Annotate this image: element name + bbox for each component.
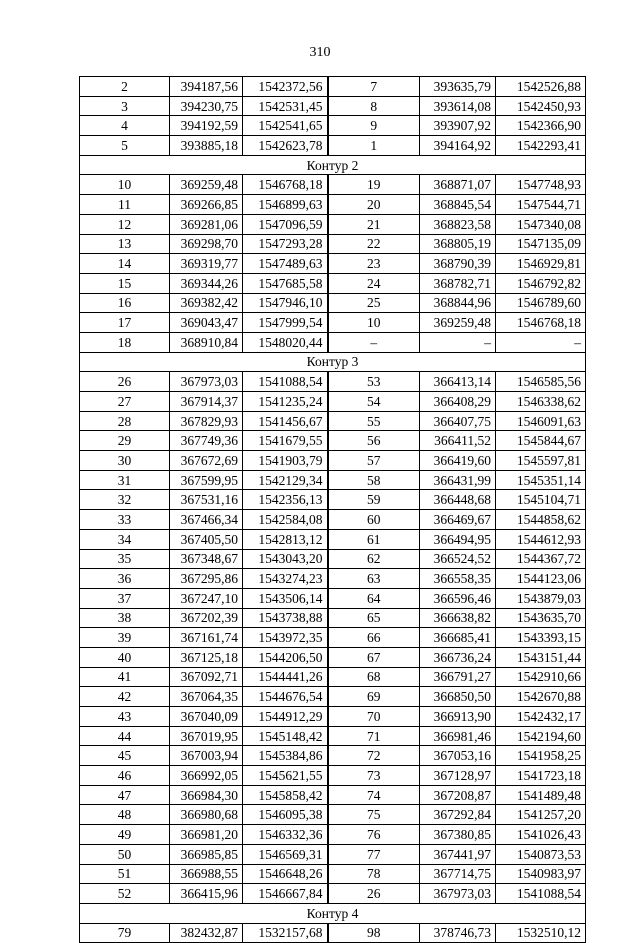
point-number-cell: 60 <box>328 510 420 530</box>
coordinate-cell: 367531,16 <box>170 490 243 510</box>
coordinate-cell: 367125,18 <box>170 647 243 667</box>
coordinate-cell: 1542432,17 <box>496 707 586 727</box>
coordinate-cell: 1542450,93 <box>496 96 586 116</box>
section-header-row <box>80 352 586 372</box>
section-title: Контур 4 <box>80 903 586 923</box>
point-number-cell: 29 <box>80 431 170 451</box>
coordinate-cell: 366469,67 <box>420 510 496 530</box>
coordinate-cell: 369259,48 <box>420 313 496 333</box>
coordinate-cell: 1546091,63 <box>496 411 586 431</box>
coordinate-cell: 1543738,88 <box>243 608 328 628</box>
coordinate-cell: 1541026,43 <box>496 825 586 845</box>
point-number-cell: 98 <box>328 923 420 943</box>
coordinate-cell: 1542366,90 <box>496 116 586 136</box>
point-number-cell: 2 <box>80 77 170 97</box>
point-number-cell: 23 <box>328 254 420 274</box>
coordinate-cell: 1543274,23 <box>243 569 328 589</box>
coordinate-cell: 367040,09 <box>170 707 243 727</box>
point-number-cell: 55 <box>328 411 420 431</box>
coordinate-cell: 394192,59 <box>170 116 243 136</box>
coordinate-cell: 1545597,81 <box>496 451 586 471</box>
coordinate-cell: 1545148,42 <box>243 726 328 746</box>
point-number-cell: 65 <box>328 608 420 628</box>
coordinate-cell: 367292,84 <box>420 805 496 825</box>
table-row <box>80 687 586 707</box>
point-number-cell: 21 <box>328 214 420 234</box>
page-number: 310 <box>309 45 331 60</box>
coordinate-cell: 367672,69 <box>170 451 243 471</box>
coordinate-cell: 1544441,26 <box>243 667 328 687</box>
point-number-cell: 10 <box>80 175 170 195</box>
coordinate-cell: 366985,85 <box>170 844 243 864</box>
point-number-cell: 14 <box>80 254 170 274</box>
coordinate-cell: 367202,39 <box>170 608 243 628</box>
coordinate-cell: 1547293,28 <box>243 234 328 254</box>
coordinate-cell: 366494,95 <box>420 529 496 549</box>
point-number-cell: 33 <box>80 510 170 530</box>
coordinate-cell: 1540983,97 <box>496 864 586 884</box>
table-row <box>80 273 586 293</box>
point-number-cell: 3 <box>80 96 170 116</box>
table-row <box>80 392 586 412</box>
point-number-cell: 67 <box>328 647 420 667</box>
coordinate-cell: 369043,47 <box>170 313 243 333</box>
table-row <box>80 372 586 392</box>
point-number-cell: 22 <box>328 234 420 254</box>
coordinate-cell: 1542372,56 <box>243 77 328 97</box>
coordinate-cell: 366736,24 <box>420 647 496 667</box>
coordinate-cell: 1542293,41 <box>496 136 586 156</box>
point-number-cell: 59 <box>328 490 420 510</box>
table-row <box>80 707 586 727</box>
coordinate-cell: 378746,73 <box>420 923 496 943</box>
coordinate-cell: 1541088,54 <box>243 372 328 392</box>
table-row <box>80 805 586 825</box>
coordinate-cell: 1542194,60 <box>496 726 586 746</box>
coordinate-cell: 1544612,93 <box>496 529 586 549</box>
section-title: Контур 3 <box>80 352 586 372</box>
coordinate-cell: 1546095,38 <box>243 805 328 825</box>
point-number-cell: 70 <box>328 707 420 727</box>
point-number-cell: 19 <box>328 175 420 195</box>
coordinate-cell: 1542910,66 <box>496 667 586 687</box>
coordinate-cell: 1541489,48 <box>496 785 586 805</box>
point-number-cell: 40 <box>80 647 170 667</box>
coordinate-cell: 367128,97 <box>420 766 496 786</box>
point-number-cell: 71 <box>328 726 420 746</box>
coordinate-cell: 366448,68 <box>420 490 496 510</box>
coordinate-cell: 366413,14 <box>420 372 496 392</box>
coordinate-cell: 367829,93 <box>170 411 243 431</box>
point-number-cell: 18 <box>80 332 170 352</box>
point-number-cell: 77 <box>328 844 420 864</box>
table-row <box>80 451 586 471</box>
point-number-cell: 44 <box>80 726 170 746</box>
table-row <box>80 136 586 156</box>
coordinate-cell: 367714,75 <box>420 864 496 884</box>
coordinate-cell: 369319,77 <box>170 254 243 274</box>
coordinate-cell: 366685,41 <box>420 628 496 648</box>
coordinate-cell: 1545621,55 <box>243 766 328 786</box>
coordinate-cell: 1547685,58 <box>243 273 328 293</box>
table-row <box>80 470 586 490</box>
coordinate-cell: 1544858,62 <box>496 510 586 530</box>
point-number-cell: 54 <box>328 392 420 412</box>
coordinate-cell: 369298,70 <box>170 234 243 254</box>
point-number-cell: 1 <box>328 136 420 156</box>
point-number-cell: 35 <box>80 549 170 569</box>
coordinate-cell: 1543393,15 <box>496 628 586 648</box>
coordinate-cell: 1547135,09 <box>496 234 586 254</box>
coordinate-cell: 368823,58 <box>420 214 496 234</box>
coordinate-cell: 1548020,44 <box>243 332 328 352</box>
point-number-cell: 75 <box>328 805 420 825</box>
coordinate-cell: 1545844,67 <box>496 431 586 451</box>
coordinate-cell: 1542813,12 <box>243 529 328 549</box>
point-number-cell: 50 <box>80 844 170 864</box>
coordinate-cell: 1532157,68 <box>243 923 328 943</box>
coordinate-cell: 368844,96 <box>420 293 496 313</box>
coordinate-cell: 369382,42 <box>170 293 243 313</box>
coordinate-cell: 1544367,72 <box>496 549 586 569</box>
table-row <box>80 667 586 687</box>
coordinate-cell: 1543879,03 <box>496 588 586 608</box>
coordinate-cell: 1543506,14 <box>243 588 328 608</box>
point-number-cell: 39 <box>80 628 170 648</box>
table-row <box>80 411 586 431</box>
point-number-cell: 26 <box>80 372 170 392</box>
table-row <box>80 923 586 943</box>
point-number-cell: 30 <box>80 451 170 471</box>
point-number-cell: 26 <box>328 884 420 904</box>
table-row <box>80 726 586 746</box>
coordinate-cell: 366984,30 <box>170 785 243 805</box>
coordinate-cell: 1541088,54 <box>496 884 586 904</box>
coordinate-cell: 1544123,06 <box>496 569 586 589</box>
table-row <box>80 214 586 234</box>
table-row <box>80 647 586 667</box>
table-row <box>80 490 586 510</box>
coordinate-cell: 369266,85 <box>170 195 243 215</box>
table-row <box>80 549 586 569</box>
coordinate-cell: 1541958,25 <box>496 746 586 766</box>
point-number-cell: 51 <box>80 864 170 884</box>
point-number-cell: 64 <box>328 588 420 608</box>
table-row <box>80 825 586 845</box>
coordinate-cell: 366850,50 <box>420 687 496 707</box>
coordinate-cell: 1542584,08 <box>243 510 328 530</box>
coordinate-cell: 368845,54 <box>420 195 496 215</box>
coordinate-cell: 1545384,86 <box>243 746 328 766</box>
coordinate-cell: 1541456,67 <box>243 411 328 431</box>
table-row <box>80 313 586 333</box>
table-row <box>80 254 586 274</box>
point-number-cell: 20 <box>328 195 420 215</box>
coordinate-cell: 366638,82 <box>420 608 496 628</box>
section-header-row <box>80 155 586 175</box>
coordinate-cell: 393614,08 <box>420 96 496 116</box>
coordinate-cell: 366419,60 <box>420 451 496 471</box>
table-row <box>80 766 586 786</box>
point-number-cell: 45 <box>80 746 170 766</box>
coordinate-cell: 367441,97 <box>420 844 496 864</box>
coordinate-cell: 366558,35 <box>420 569 496 589</box>
table-row <box>80 510 586 530</box>
coordinate-cell: 394187,56 <box>170 77 243 97</box>
point-number-cell: 5 <box>80 136 170 156</box>
point-number-cell: 78 <box>328 864 420 884</box>
coordinate-cell: 1547544,71 <box>496 195 586 215</box>
coordinate-cell: 1546667,84 <box>243 884 328 904</box>
coordinate-cell: 1546648,26 <box>243 864 328 884</box>
coordinate-cell: 393907,92 <box>420 116 496 136</box>
point-number-cell: 73 <box>328 766 420 786</box>
coordinate-cell: 367092,71 <box>170 667 243 687</box>
coordinate-cell: 1542526,88 <box>496 77 586 97</box>
table-row <box>80 431 586 451</box>
table-row <box>80 96 586 116</box>
coordinate-cell: 1544676,54 <box>243 687 328 707</box>
point-number-cell: 41 <box>80 667 170 687</box>
coordinate-cell: 367405,50 <box>170 529 243 549</box>
coordinate-cell: 1545351,14 <box>496 470 586 490</box>
coordinate-cell: 1532510,12 <box>496 923 586 943</box>
coordinates-table <box>79 76 586 943</box>
point-number-cell: 46 <box>80 766 170 786</box>
coordinate-cell: 366992,05 <box>170 766 243 786</box>
coordinate-cell: 1547999,54 <box>243 313 328 333</box>
coordinate-cell: 1541903,79 <box>243 451 328 471</box>
coordinate-cell: 1546792,82 <box>496 273 586 293</box>
coordinate-cell: 366980,68 <box>170 805 243 825</box>
point-number-cell: 79 <box>80 923 170 943</box>
coordinate-cell: 1541257,20 <box>496 805 586 825</box>
coordinate-cell: 369281,06 <box>170 214 243 234</box>
coordinate-cell: 1545858,42 <box>243 785 328 805</box>
coordinate-cell: 368805,19 <box>420 234 496 254</box>
point-number-cell: 68 <box>328 667 420 687</box>
point-number-cell: 61 <box>328 529 420 549</box>
coordinate-cell: – <box>496 332 586 352</box>
table-row <box>80 746 586 766</box>
table-row <box>80 884 586 904</box>
point-number-cell: 32 <box>80 490 170 510</box>
coordinate-cell: 366411,52 <box>420 431 496 451</box>
coordinate-cell: 1540873,53 <box>496 844 586 864</box>
coordinate-cell: 367599,95 <box>170 470 243 490</box>
coordinate-cell: 1544206,50 <box>243 647 328 667</box>
coordinate-cell: 393635,79 <box>420 77 496 97</box>
coordinate-cell: 1546338,62 <box>496 392 586 412</box>
coordinate-cell: 394164,92 <box>420 136 496 156</box>
table-row <box>80 844 586 864</box>
point-number-cell: 4 <box>80 116 170 136</box>
coordinate-cell: 366981,20 <box>170 825 243 845</box>
point-number-cell: 34 <box>80 529 170 549</box>
point-number-cell: 62 <box>328 549 420 569</box>
table-row <box>80 569 586 589</box>
point-number-cell: 52 <box>80 884 170 904</box>
coordinate-cell: 367019,95 <box>170 726 243 746</box>
coordinate-cell: 368910,84 <box>170 332 243 352</box>
table-row <box>80 864 586 884</box>
table-row <box>80 175 586 195</box>
coordinate-cell: 1542356,13 <box>243 490 328 510</box>
point-number-cell: 74 <box>328 785 420 805</box>
point-number-cell: 63 <box>328 569 420 589</box>
point-number-cell: 58 <box>328 470 420 490</box>
coordinate-cell: 366524,52 <box>420 549 496 569</box>
point-number-cell: 13 <box>80 234 170 254</box>
coordinate-cell: 1543635,70 <box>496 608 586 628</box>
point-number-cell: 76 <box>328 825 420 845</box>
coordinate-cell: 366791,27 <box>420 667 496 687</box>
point-number-cell: 49 <box>80 825 170 845</box>
coordinate-cell: 393885,18 <box>170 136 243 156</box>
table-row <box>80 332 586 352</box>
point-number-cell: 42 <box>80 687 170 707</box>
point-number-cell: 57 <box>328 451 420 471</box>
section-title: Контур 2 <box>80 155 586 175</box>
coordinate-cell: 367161,74 <box>170 628 243 648</box>
coordinate-cell: 367380,85 <box>420 825 496 845</box>
coordinate-cell: 368790,39 <box>420 254 496 274</box>
coordinate-cell: 1543972,35 <box>243 628 328 648</box>
table-row <box>80 234 586 254</box>
coordinate-cell: 1546585,56 <box>496 372 586 392</box>
point-number-cell: 31 <box>80 470 170 490</box>
point-number-cell: 15 <box>80 273 170 293</box>
coordinate-cell: 366596,46 <box>420 588 496 608</box>
point-number-cell: 8 <box>328 96 420 116</box>
point-number-cell: 36 <box>80 569 170 589</box>
point-number-cell: 12 <box>80 214 170 234</box>
coordinate-cell: 367208,87 <box>420 785 496 805</box>
coordinate-cell: 1545104,71 <box>496 490 586 510</box>
coordinate-cell: 366415,96 <box>170 884 243 904</box>
table-row <box>80 588 586 608</box>
point-number-cell: 27 <box>80 392 170 412</box>
coordinate-cell: 366988,55 <box>170 864 243 884</box>
coordinate-cell: 382432,87 <box>170 923 243 943</box>
coordinate-cell: 366981,46 <box>420 726 496 746</box>
point-number-cell: 56 <box>328 431 420 451</box>
coordinate-cell: 367466,34 <box>170 510 243 530</box>
point-number-cell: 43 <box>80 707 170 727</box>
coordinate-cell: 1542129,34 <box>243 470 328 490</box>
coordinate-cell: 367749,36 <box>170 431 243 451</box>
coordinate-cell: 1546569,31 <box>243 844 328 864</box>
table-row <box>80 608 586 628</box>
table-row <box>80 195 586 215</box>
table-row <box>80 785 586 805</box>
coordinate-cell: 1546768,18 <box>243 175 328 195</box>
coordinate-cell: 368871,07 <box>420 175 496 195</box>
coordinate-cell: 366407,75 <box>420 411 496 431</box>
coordinate-cell: 1544912,29 <box>243 707 328 727</box>
coordinate-cell: 1542623,78 <box>243 136 328 156</box>
coordinate-cell: 394230,75 <box>170 96 243 116</box>
table-row <box>80 116 586 136</box>
coordinate-cell: 1541235,24 <box>243 392 328 412</box>
coordinate-cell: 1543151,44 <box>496 647 586 667</box>
point-number-cell: 11 <box>80 195 170 215</box>
coordinate-cell: 367003,94 <box>170 746 243 766</box>
point-number-cell: 69 <box>328 687 420 707</box>
coordinate-cell: 1542541,65 <box>243 116 328 136</box>
point-number-cell: 10 <box>328 313 420 333</box>
coordinate-cell: – <box>420 332 496 352</box>
coordinate-cell: 1546929,81 <box>496 254 586 274</box>
coordinate-cell: 1541723,18 <box>496 766 586 786</box>
coordinate-cell: 1541679,55 <box>243 431 328 451</box>
table-row <box>80 628 586 648</box>
table-row <box>80 293 586 313</box>
point-number-cell: 16 <box>80 293 170 313</box>
coordinate-cell: 367295,86 <box>170 569 243 589</box>
coordinate-cell: 1547748,93 <box>496 175 586 195</box>
point-number-cell: – <box>328 332 420 352</box>
coordinates-table-body <box>80 77 586 943</box>
coordinate-cell: 1547489,63 <box>243 254 328 274</box>
coordinate-cell: 1547340,08 <box>496 214 586 234</box>
coordinate-cell: 367053,16 <box>420 746 496 766</box>
point-number-cell: 38 <box>80 608 170 628</box>
coordinate-cell: 1547946,10 <box>243 293 328 313</box>
coordinate-cell: 367247,10 <box>170 588 243 608</box>
point-number-cell: 72 <box>328 746 420 766</box>
point-number-cell: 17 <box>80 313 170 333</box>
section-header-row <box>80 903 586 923</box>
coordinate-cell: 367914,37 <box>170 392 243 412</box>
coordinate-cell: 366408,29 <box>420 392 496 412</box>
point-number-cell: 48 <box>80 805 170 825</box>
coordinate-cell: 367973,03 <box>170 372 243 392</box>
coordinate-cell: 369344,26 <box>170 273 243 293</box>
point-number-cell: 9 <box>328 116 420 136</box>
coordinate-cell: 1546768,18 <box>496 313 586 333</box>
coordinate-cell: 367973,03 <box>420 884 496 904</box>
coordinate-cell: 1543043,20 <box>243 549 328 569</box>
coordinate-cell: 1546789,60 <box>496 293 586 313</box>
point-number-cell: 25 <box>328 293 420 313</box>
coordinate-cell: 368782,71 <box>420 273 496 293</box>
coordinate-cell: 1542531,45 <box>243 96 328 116</box>
coordinate-cell: 366913,90 <box>420 707 496 727</box>
point-number-cell: 47 <box>80 785 170 805</box>
point-number-cell: 7 <box>328 77 420 97</box>
point-number-cell: 37 <box>80 588 170 608</box>
point-number-cell: 24 <box>328 273 420 293</box>
table-row <box>80 77 586 97</box>
coordinate-cell: 367348,67 <box>170 549 243 569</box>
point-number-cell: 28 <box>80 411 170 431</box>
coordinate-cell: 366431,99 <box>420 470 496 490</box>
coordinate-cell: 1546899,63 <box>243 195 328 215</box>
coordinate-cell: 1542670,88 <box>496 687 586 707</box>
coordinate-cell: 367064,35 <box>170 687 243 707</box>
coordinate-cell: 1546332,36 <box>243 825 328 845</box>
coordinate-cell: 1547096,59 <box>243 214 328 234</box>
coordinate-cell: 369259,48 <box>170 175 243 195</box>
table-row <box>80 529 586 549</box>
point-number-cell: 66 <box>328 628 420 648</box>
point-number-cell: 53 <box>328 372 420 392</box>
